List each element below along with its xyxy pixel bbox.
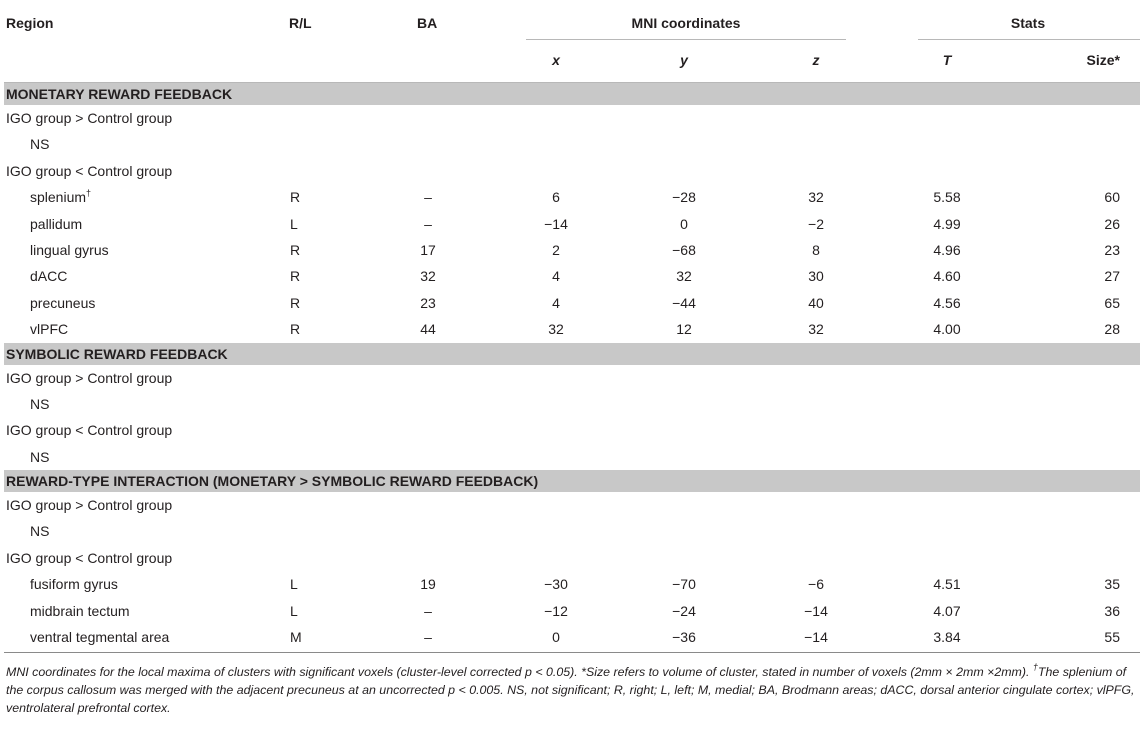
rl-cell: M: [290, 629, 302, 646]
rl-cell: L: [290, 576, 298, 593]
region-label: precuneus: [30, 294, 96, 311]
region-label: NS: [30, 395, 50, 412]
rl-cell: R: [290, 294, 301, 311]
region-label: IGO group < Control group: [6, 162, 173, 179]
size-cell: 60: [1104, 189, 1120, 206]
region-cell: [6, 549, 172, 567]
section-header: [4, 83, 1140, 105]
z-cell: −14: [804, 629, 828, 646]
region-cell: [30, 294, 95, 312]
region-label: dACC: [30, 268, 68, 285]
t-cell: 4.00: [933, 321, 961, 338]
header-x: x: [552, 52, 560, 68]
y-cell: 32: [676, 268, 692, 285]
z-cell: 40: [808, 294, 824, 311]
y-cell: 12: [676, 321, 692, 338]
ba-cell: –: [424, 602, 432, 619]
ba-cell: 17: [420, 241, 436, 258]
x-cell: 6: [552, 189, 560, 206]
table-row: [0, 237, 1144, 263]
region-cell: [30, 448, 49, 466]
size-cell: 36: [1104, 602, 1120, 619]
rl-cell: R: [290, 321, 301, 338]
size-cell: 28: [1104, 321, 1120, 338]
table-row: [0, 211, 1144, 237]
x-cell: 4: [552, 294, 560, 311]
region-cell: [30, 575, 118, 593]
size-cell: 35: [1104, 576, 1120, 593]
region-label: NS: [30, 523, 50, 540]
region-label: IGO group < Control group: [6, 422, 173, 439]
header-t: T: [942, 52, 952, 68]
region-label: pallidum: [30, 215, 83, 232]
region-cell: [30, 188, 91, 206]
group-row: [0, 545, 1144, 571]
group-row: [0, 105, 1144, 131]
group-row: [0, 417, 1144, 443]
header-mni-coordinates: MNI coordinates: [631, 15, 741, 31]
region-label: midbrain tectum: [30, 602, 130, 619]
region-cell: [30, 628, 169, 646]
x-cell: 2: [552, 241, 560, 258]
z-cell: −2: [808, 215, 824, 232]
group-row: [0, 158, 1144, 184]
header-ba: BA: [417, 15, 438, 31]
y-cell: 0: [680, 215, 688, 232]
size-cell: 27: [1104, 268, 1120, 285]
region-cell: [6, 421, 172, 439]
table-row: [0, 263, 1144, 289]
y-cell: −28: [672, 189, 696, 206]
group-row: [0, 365, 1144, 391]
t-cell: 4.60: [933, 268, 961, 285]
region-label: IGO group > Control group: [6, 497, 173, 514]
table-body: [0, 83, 1144, 650]
z-cell: 8: [812, 241, 820, 258]
region-label: ventral tegmental area: [30, 629, 170, 646]
region-label: vlPFC: [30, 321, 69, 338]
y-cell: −36: [672, 629, 696, 646]
t-cell: 4.51: [933, 576, 961, 593]
ba-cell: –: [424, 215, 432, 232]
table-footnote: [6, 663, 1138, 717]
ns-row: [0, 518, 1144, 544]
x-cell: −14: [544, 215, 568, 232]
ba-cell: –: [424, 189, 432, 206]
x-cell: −12: [544, 602, 568, 619]
region-label: splenium: [30, 189, 87, 206]
size-cell: 55: [1104, 629, 1120, 646]
size-cell: 65: [1104, 294, 1120, 311]
region-label: IGO group > Control group: [6, 369, 173, 386]
region-cell: [30, 135, 49, 153]
region-cell: [30, 320, 68, 338]
ba-cell: 23: [420, 294, 436, 311]
region-label: fusiform gyrus: [30, 576, 118, 593]
table-row: [0, 290, 1144, 316]
y-cell: −68: [672, 241, 696, 258]
ba-cell: 19: [420, 576, 436, 593]
t-cell: 4.07: [933, 602, 961, 619]
z-cell: 32: [808, 321, 824, 338]
table-row: [0, 598, 1144, 624]
region-label: NS: [30, 136, 50, 153]
rl-cell: L: [290, 215, 298, 232]
ba-cell: 44: [420, 321, 436, 338]
rl-cell: R: [290, 241, 301, 258]
ba-cell: –: [424, 629, 432, 646]
region-label: NS: [30, 448, 50, 465]
header-row-primary: [0, 0, 1144, 40]
ns-row: [0, 131, 1144, 157]
section-header: [4, 343, 1140, 365]
ns-row: [0, 444, 1144, 470]
region-cell: [30, 267, 67, 285]
size-cell: 23: [1104, 241, 1120, 258]
rl-cell: R: [290, 189, 301, 206]
header-row-secondary: [0, 40, 1144, 82]
z-cell: 30: [808, 268, 824, 285]
section-title: REWARD-TYPE INTERACTION (MONETARY > SYMBOLIC REWARD FEEDBACK): [6, 473, 539, 490]
z-cell: −14: [804, 602, 828, 619]
rl-cell: L: [290, 602, 298, 619]
z-cell: 32: [808, 189, 824, 206]
x-cell: 0: [552, 629, 560, 646]
ns-row: [0, 391, 1144, 417]
region-cell: [30, 602, 130, 620]
header-size: Size*: [1086, 52, 1120, 68]
rl-cell: R: [290, 268, 301, 285]
dagger-mark: †: [86, 188, 92, 199]
table-row: [0, 184, 1144, 210]
y-cell: −24: [672, 602, 696, 619]
z-cell: −6: [808, 576, 824, 593]
region-label: lingual gyrus: [30, 241, 109, 258]
region-label: IGO group > Control group: [6, 110, 173, 126]
footnote-text-2: The splenium of the corpus callosum was merged with the adjacent precuneus at an uncorrected p < 0.005. NS, not significant; R, right; L, left; M, medial; BA, Brodmann areas; dACC, dorsal anterior cingulate cortex; vlPFG, ventrolateral prefrontal cortex.: [6, 665, 1135, 716]
section-title: SYMBOLIC REWARD FEEDBACK: [6, 345, 228, 362]
region-cell: [6, 496, 172, 514]
ba-cell: 32: [420, 268, 436, 285]
header-region: Region: [6, 15, 54, 31]
region-cell: [6, 162, 172, 180]
footnote-text-1: MNI coordinates for the local maxima of clusters with significant voxels (cluster-level corrected p < 0.05). *Size refers to volume of cluster, stated in number of voxels (2mm × 2mm ×2mm).: [6, 665, 1030, 680]
section-header: [4, 470, 1140, 492]
header-z: z: [812, 52, 820, 68]
t-cell: 5.58: [933, 189, 961, 206]
table-row: [0, 316, 1144, 342]
region-cell: [30, 395, 49, 413]
footnote-dagger: †: [1032, 662, 1038, 673]
x-cell: 4: [552, 268, 560, 285]
y-cell: −44: [672, 294, 696, 311]
t-cell: 4.56: [933, 294, 961, 311]
t-cell: 3.84: [933, 629, 961, 646]
table-row: [0, 624, 1144, 650]
section-title: MONETARY REWARD FEEDBACK: [6, 86, 233, 102]
x-cell: −30: [544, 576, 568, 593]
x-cell: 32: [548, 321, 564, 338]
header-rl: R/L: [289, 15, 312, 31]
size-cell: 26: [1104, 215, 1120, 232]
header-y: y: [680, 52, 688, 68]
region-cell: [6, 369, 172, 387]
region-cell: [6, 109, 172, 127]
table-bottom-rule: [4, 652, 1140, 653]
t-cell: 4.99: [933, 215, 961, 232]
header-stats: Stats: [1010, 15, 1046, 31]
region-cell: [30, 241, 109, 259]
region-label: IGO group < Control group: [6, 549, 173, 566]
region-cell: [30, 215, 82, 233]
region-cell: [30, 522, 49, 540]
table-row: [0, 571, 1144, 597]
group-row: [0, 492, 1144, 518]
y-cell: −70: [672, 576, 696, 593]
t-cell: 4.96: [933, 241, 961, 258]
